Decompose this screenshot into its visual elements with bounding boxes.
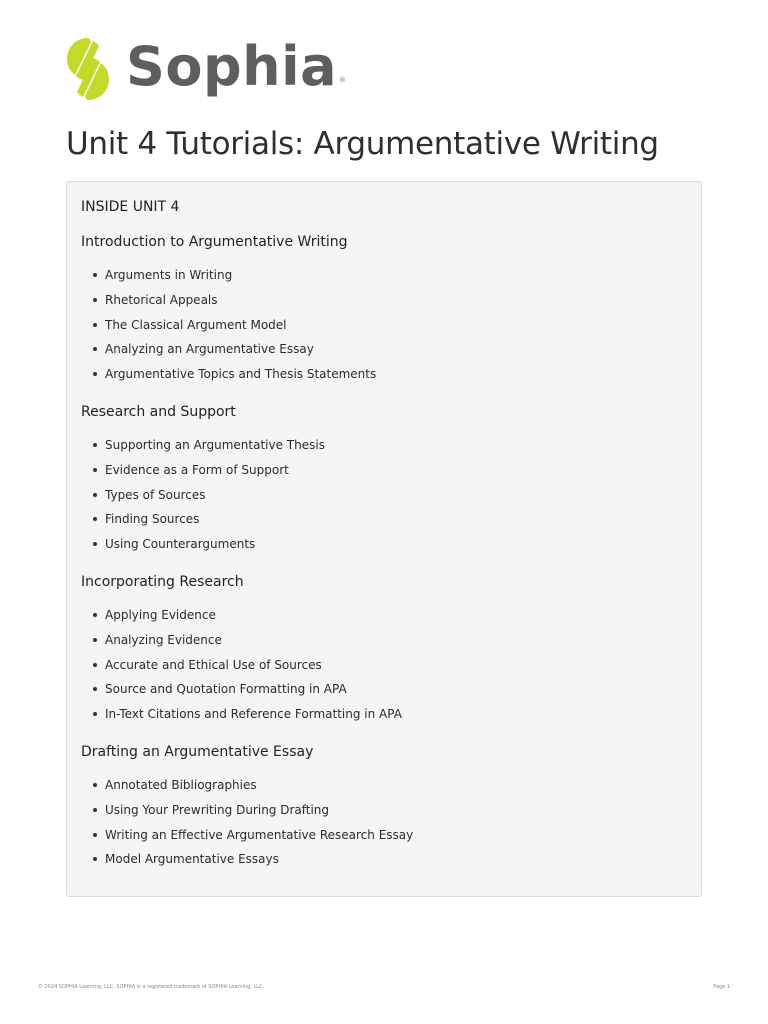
bullet-icon (93, 542, 97, 546)
tutorial-label: Argumentative Topics and Thesis Statements (105, 367, 377, 382)
unit-heading: INSIDE UNIT 4 (81, 199, 180, 215)
bullet-icon (93, 517, 97, 521)
sophia-logo-icon (66, 36, 110, 102)
bullet-icon (93, 638, 97, 642)
bullet-icon (93, 833, 97, 837)
sophia-wordmark: Sophia (126, 35, 338, 98)
tutorial-list (81, 776, 687, 875)
tutorial-label: The Classical Argument Model (105, 317, 287, 332)
tutorial-item[interactable] (81, 266, 687, 291)
bullet-icon (93, 613, 97, 617)
tutorial-label: Accurate and Ethical Use of Sources (105, 657, 322, 672)
tutorial-label: Annotated Bibliographies (105, 777, 257, 792)
bullet-icon (93, 712, 97, 716)
tutorial-item[interactable] (81, 656, 687, 681)
tutorial-item[interactable] (81, 705, 687, 730)
bullet-icon (93, 323, 97, 327)
tutorial-item[interactable] (81, 436, 687, 461)
tutorial-label: Using Counterarguments (105, 537, 256, 552)
section-title: Incorporating Research (81, 573, 244, 590)
section-incorporating-research (81, 573, 687, 730)
tutorial-label: Evidence as a Form of Support (105, 462, 289, 477)
tutorial-item[interactable] (81, 631, 687, 656)
page-title: Unit 4 Tutorials: Argumentative Writing (66, 126, 659, 162)
bullet-icon (93, 468, 97, 472)
tutorial-item[interactable] (81, 606, 687, 631)
section-research-support (81, 403, 687, 560)
tutorial-item[interactable] (81, 535, 687, 560)
footer-copyright: © 2024 SOPHIA Learning, LLC. SOPHIA is a registered trademark of SOPHIA Learning, LLC. (38, 984, 265, 990)
bullet-icon (93, 808, 97, 812)
bullet-icon (93, 443, 97, 447)
bullet-icon (93, 663, 97, 667)
tutorial-label: Analyzing an Argumentative Essay (105, 342, 314, 357)
bullet-icon (93, 783, 97, 787)
bullet-icon (93, 857, 97, 861)
registered-mark: ® (339, 76, 347, 84)
tutorial-item[interactable] (81, 316, 687, 341)
tutorial-label: Arguments in Writing (105, 268, 233, 282)
section-drafting (81, 743, 687, 875)
tutorial-label: Model Argumentative Essays (105, 852, 279, 867)
footer-page-number: Page 1 (713, 984, 730, 990)
section-title: Drafting an Argumentative Essay (81, 743, 314, 760)
tutorial-label: Types of Sources (105, 487, 206, 502)
bullet-icon (93, 273, 97, 277)
tutorial-list (81, 266, 687, 390)
bullet-icon (93, 372, 97, 376)
tutorial-label: Analyzing Evidence (105, 632, 222, 647)
section-title: Research and Support (81, 403, 236, 420)
tutorial-label: Rhetorical Appeals (105, 292, 218, 307)
section-introduction (81, 233, 687, 390)
tutorial-label: In-Text Citations and Reference Formatting in APA (105, 707, 402, 722)
sophia-logo (66, 36, 346, 102)
tutorial-item[interactable] (81, 801, 687, 826)
section-title: Introduction to Argumentative Writing (81, 234, 348, 250)
tutorial-item[interactable] (81, 826, 687, 851)
tutorial-item[interactable] (81, 680, 687, 705)
tutorial-item[interactable] (81, 776, 687, 801)
tutorial-item[interactable] (81, 291, 687, 316)
tutorial-label: Using Your Prewriting During Drafting (105, 802, 330, 817)
tutorial-item[interactable] (81, 850, 687, 875)
bullet-icon (93, 493, 97, 497)
bullet-icon (93, 687, 97, 691)
tutorial-label: Finding Sources (105, 512, 200, 527)
tutorial-list (81, 436, 687, 560)
tutorial-label: Applying Evidence (105, 607, 216, 622)
tutorial-item[interactable] (81, 365, 687, 390)
tutorial-item[interactable] (81, 510, 687, 535)
bullet-icon (93, 298, 97, 302)
tutorial-list (81, 606, 687, 730)
tutorial-label: Source and Quotation Formatting in APA (105, 682, 347, 697)
tutorial-item[interactable] (81, 340, 687, 365)
tutorial-item[interactable] (81, 486, 687, 511)
tutorial-label: Writing an Effective Argumentative Research Essay (105, 827, 414, 842)
tutorial-item[interactable] (81, 461, 687, 486)
unit-contents-box (66, 181, 702, 897)
tutorial-label: Supporting an Argumentative Thesis (105, 437, 325, 452)
bullet-icon (93, 347, 97, 351)
